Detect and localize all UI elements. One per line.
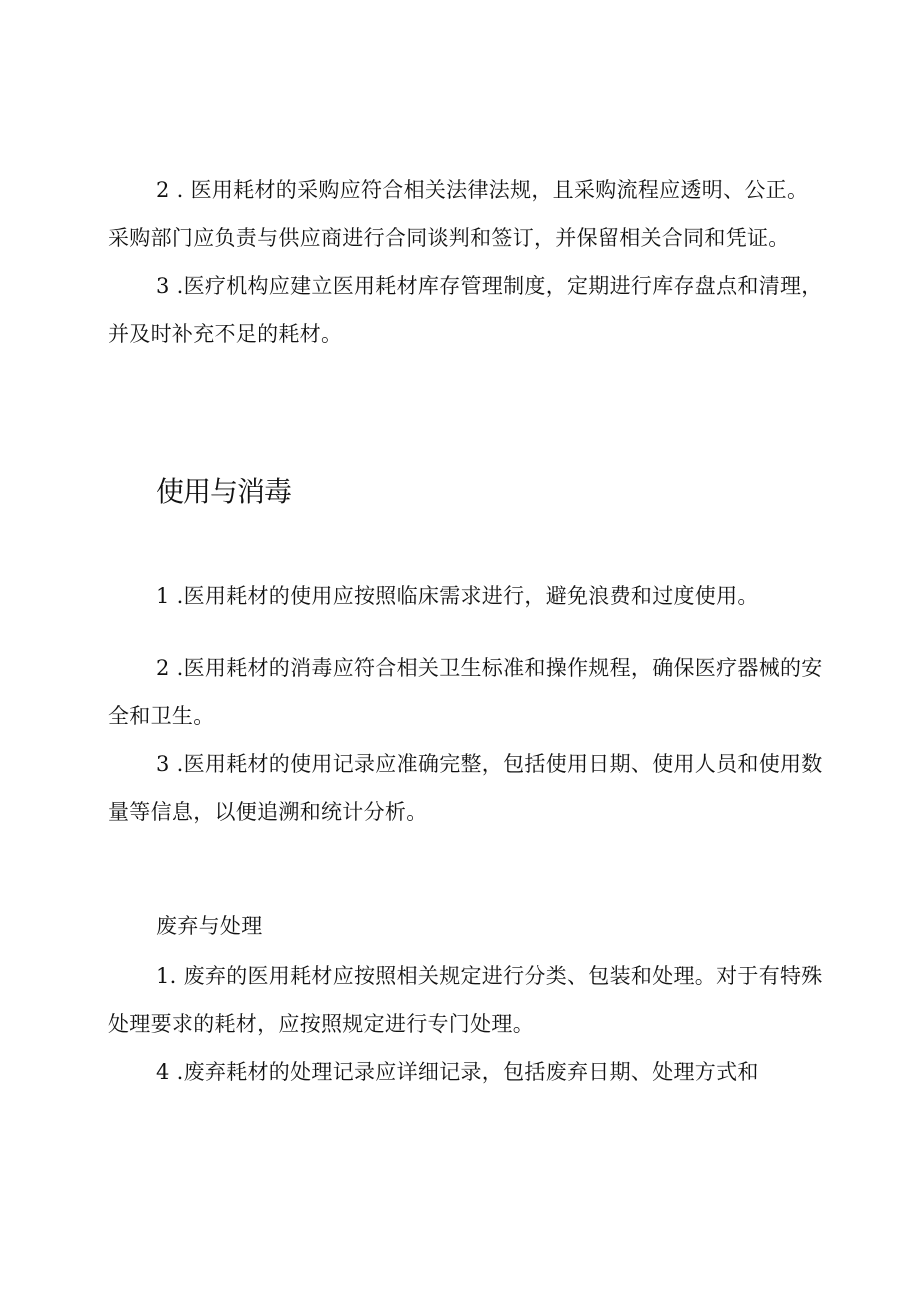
disposal-heading-wrap (108, 906, 828, 946)
procurement-section (108, 166, 828, 358)
use-disinfection-heading-wrap (108, 472, 828, 512)
disposal-item-1: 1. 废弃的医用耗材应按照相关规定进行分类、包装和处理。对于有特殊处理要求的耗材，应按照规定进行专门处理。 (108, 964, 823, 1036)
use-item-2: 2 .医用耗材的消毒应符合相关卫生标准和操作规程，确保医疗器械的安全和卫生。 (108, 656, 823, 728)
use-disinfection-section (108, 572, 828, 836)
disposal-section (108, 952, 828, 1096)
procurement-item-3: 3 .医疗机构应建立医用耗材库存管理制度，定期进行库存盘点和清理，并及时补充不足的耗材。 (108, 274, 823, 346)
section-heading-disposal: 废弃与处理 (156, 914, 263, 938)
use-item-3: 3 .医用耗材的使用记录应准确完整，包括使用日期、使用人员和使用数量等信息，以便追溯和统计分析。 (108, 752, 823, 824)
use-item-1: 1 .医用耗材的使用应按照临床需求进行，避免浪费和过度使用。 (156, 584, 759, 608)
procurement-item-2: 2 . 医用耗材的采购应符合相关法律法规，且采购流程应透明、公正。采购部门应负责与供应商进行合同谈判和签订，并保留相关合同和凭证。 (108, 178, 809, 250)
section-heading-use-disinfection: 使用与消毒 (156, 475, 292, 508)
disposal-item-4: 4 .废弃耗材的处理记录应详细记录，包括废弃日期、处理方式和 (156, 1060, 759, 1084)
